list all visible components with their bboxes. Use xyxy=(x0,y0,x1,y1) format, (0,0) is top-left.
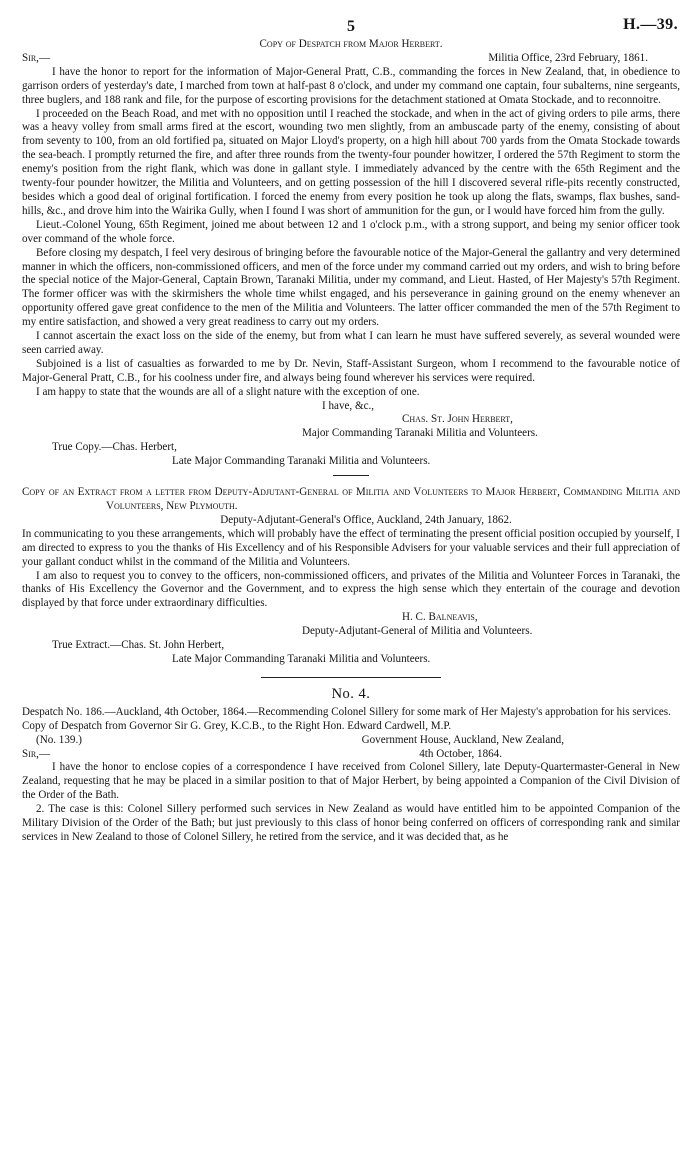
dateline: Militia Office, 23rd February, 1861. xyxy=(488,51,648,64)
signature-title: Major Commanding Taranaki Militia and Volunteers. xyxy=(302,427,538,440)
paragraph: I cannot ascertain the exact loss on the side of the enemy, but from what I can learn he must have suffered severely, as several wounded were seen carried away. xyxy=(22,330,680,356)
despatch-title: Copy of Despatch from Major Herbert. xyxy=(259,38,443,50)
closing: I have, &c., xyxy=(322,399,375,412)
signature: Chas. St. John Herbert, xyxy=(402,413,513,426)
despatch-number: (No. 139.) xyxy=(36,733,82,746)
extract-dateline: Deputy-Adjutant-General's Office, Auckland, 24th January, 1862. xyxy=(220,513,512,526)
section-divider xyxy=(261,677,441,678)
paragraph: I am happy to state that the wounds are all of a slight nature with the exception of one. xyxy=(36,385,420,398)
page-number: 5 xyxy=(347,18,355,35)
paragraph: I have the honor to enclose copies of a correspondence I have received from Colonel Sillery, late Deputy-Quartermaster-General in New Zealand, requesting that he may be placed in a similar position to that of Major Herbert, by being appointed a Companion of the Civil Division of the Order of the Bath. xyxy=(22,761,680,802)
paragraph: Before closing my despatch, I feel very desirous of bringing before the favourable notice of the Major-General the gallantry and very determined manner in which the officers, non-commissioned officers, and men of the force under my command carried out my orders, and wish to bring before the special notice of the Major-General, Captain Brown, Taranaki Militia, under my command, and Lieut. Hasted, of Her Majesty's 57th Regiment. The former officer was with the skirmishers the whole time whilst engaged, and his perseverance in gaining ground on the enemy whenever an opportunity offered gave great confidence to the men of the Militia and Volunteers. The latter officer commanded the men of the 57th Regiment to my entire satisfaction, and showed a very great readiness to carry out my orders. xyxy=(22,246,680,329)
paragraph: Subjoined is a list of casualties as forwarded to me by Dr. Nevin, Staff-Assistant Surgeon, whom I recommend to the favourable notice of Major-General Pratt, C.B., for his coolness under fire, and always being found wherever his services were required. xyxy=(22,357,680,384)
salutation: Sir,— xyxy=(22,747,51,760)
paragraph: Lieut.-Colonel Young, 65th Regiment, joined me about between 12 and 1 o'clock p.m., with a strong support, and being my senior officer took over command of the whole force. xyxy=(22,218,680,245)
section-heading: No. 4. xyxy=(331,685,371,702)
paragraph: I have the honor to report for the information of Major-General Pratt, C.B., commanding the forces in New Zealand, that, in obedience to garrison orders of yesterday's date, I marched from town at half-past 8 o'clock, and under my command one captain, four subalterns, nine sergeants, three buglers, and 188 rank and file, for the purpose of escorting provisions for the detachment stationed at Omata Stockade, and to reconnoitre. xyxy=(22,65,680,106)
salutation-line xyxy=(22,748,680,762)
page-header xyxy=(22,8,680,38)
paragraph: In communicating to you these arrangements, which will probably have the effect of terminating the present official position occupied by yourself, I am directed to express to you the thanks of His Excellency and of his Responsible Advisers for your valuable services and their full appreciation of your gallant conduct whilst in the command of the Militia and Volunteers. xyxy=(22,527,680,568)
despatch-salutation-line xyxy=(22,52,680,66)
paragraph: 2. The case is this: Colonel Sillery performed such services in New Zealand as would have entitled him to be appointed Companion of the Military Division of the Order of the Bath; but just previously to this class of honor being conferred on officers of corresponding rank and similar services in New Zealand to those of Colonel Sillery, he retired from the service, and it was decided that, as he xyxy=(22,803,680,843)
salutation: Sir,— xyxy=(22,51,51,64)
series-number: H.—39. xyxy=(623,16,678,33)
true-extract-title: Late Major Commanding Taranaki Militia and Volunteers. xyxy=(172,652,431,665)
signature-title: Deputy-Adjutant-General of Militia and Volunteers. xyxy=(302,625,533,638)
paragraph: I am also to request you to convey to the officers, non-commissioned officers, and privates of the Militia and Volunteer Forces in Taranaki, the thanks of His Excellency the Governor and the Government, and to express the high sense which they entertain of the courage and devotion displayed by that force under extraordinary difficulties. xyxy=(22,569,680,610)
extract-title: Copy of an Extract from a letter from Deputy-Adjutant-General of Militia and Volunteers to Major Herbert, Commanding Militia and Volunteers, New Plymouth. xyxy=(22,486,680,512)
despatch-summary: Despatch No. 186.—Auckland, 4th October, 1864.—Recommending Colonel Sillery for some mark of Her Majesty's approbation for his services. xyxy=(22,705,671,718)
paragraph: I proceeded on the Beach Road, and met with no opposition until I reached the stockade, and when in the act of giving orders to pile arms, there was a heavy volley from small arms fired at the escort, wounding two men slightly, from an ambuscade party of the enemy, consisting of about from seventy to 100, from an old fortified pa, situated on Major Lloyd's property, on a high hill about 700 yards from the Omata Stockade towards the sea-beach. I promptly returned the fire, and after three rounds from the twenty-four pounder howitzer, I ordered the 57th Regiment to storm the enemy's position from the right flank, which was done in gallant style. I immediately advanced by the centre with the 65th Regiment and the twenty-four pounder howitzer, the Militia and Volunteers, and on getting possession of the hill I discovered several rifle-pits recently constructed, besides which a good deal of original fortification. I forced the enemy from every position he took up along the flats, swamps, flax bushes, sand-hills, &c., and drove him into the Wairika Gully, when I found I was short of ammunition for the gun, or I would have forced him from the gully. xyxy=(22,107,680,217)
copy-line: Copy of Despatch from Governor Sir G. Grey, K.C.B., to the Right Hon. Edward Cardwell, M.P. xyxy=(22,719,452,732)
true-copy-title: Late Major Commanding Taranaki Militia and Volunteers. xyxy=(172,455,431,468)
despatch-number-line xyxy=(22,734,680,748)
true-copy-line: True Copy.—Chas. Herbert, xyxy=(52,441,177,454)
signature: H. C. Balneavis, xyxy=(402,611,478,624)
true-extract-line: True Extract.—Chas. St. John Herbert, xyxy=(52,639,225,652)
place-line: Government House, Auckland, New Zealand, xyxy=(361,733,564,746)
date-line: 4th October, 1864. xyxy=(419,747,502,760)
section-divider xyxy=(333,475,369,476)
